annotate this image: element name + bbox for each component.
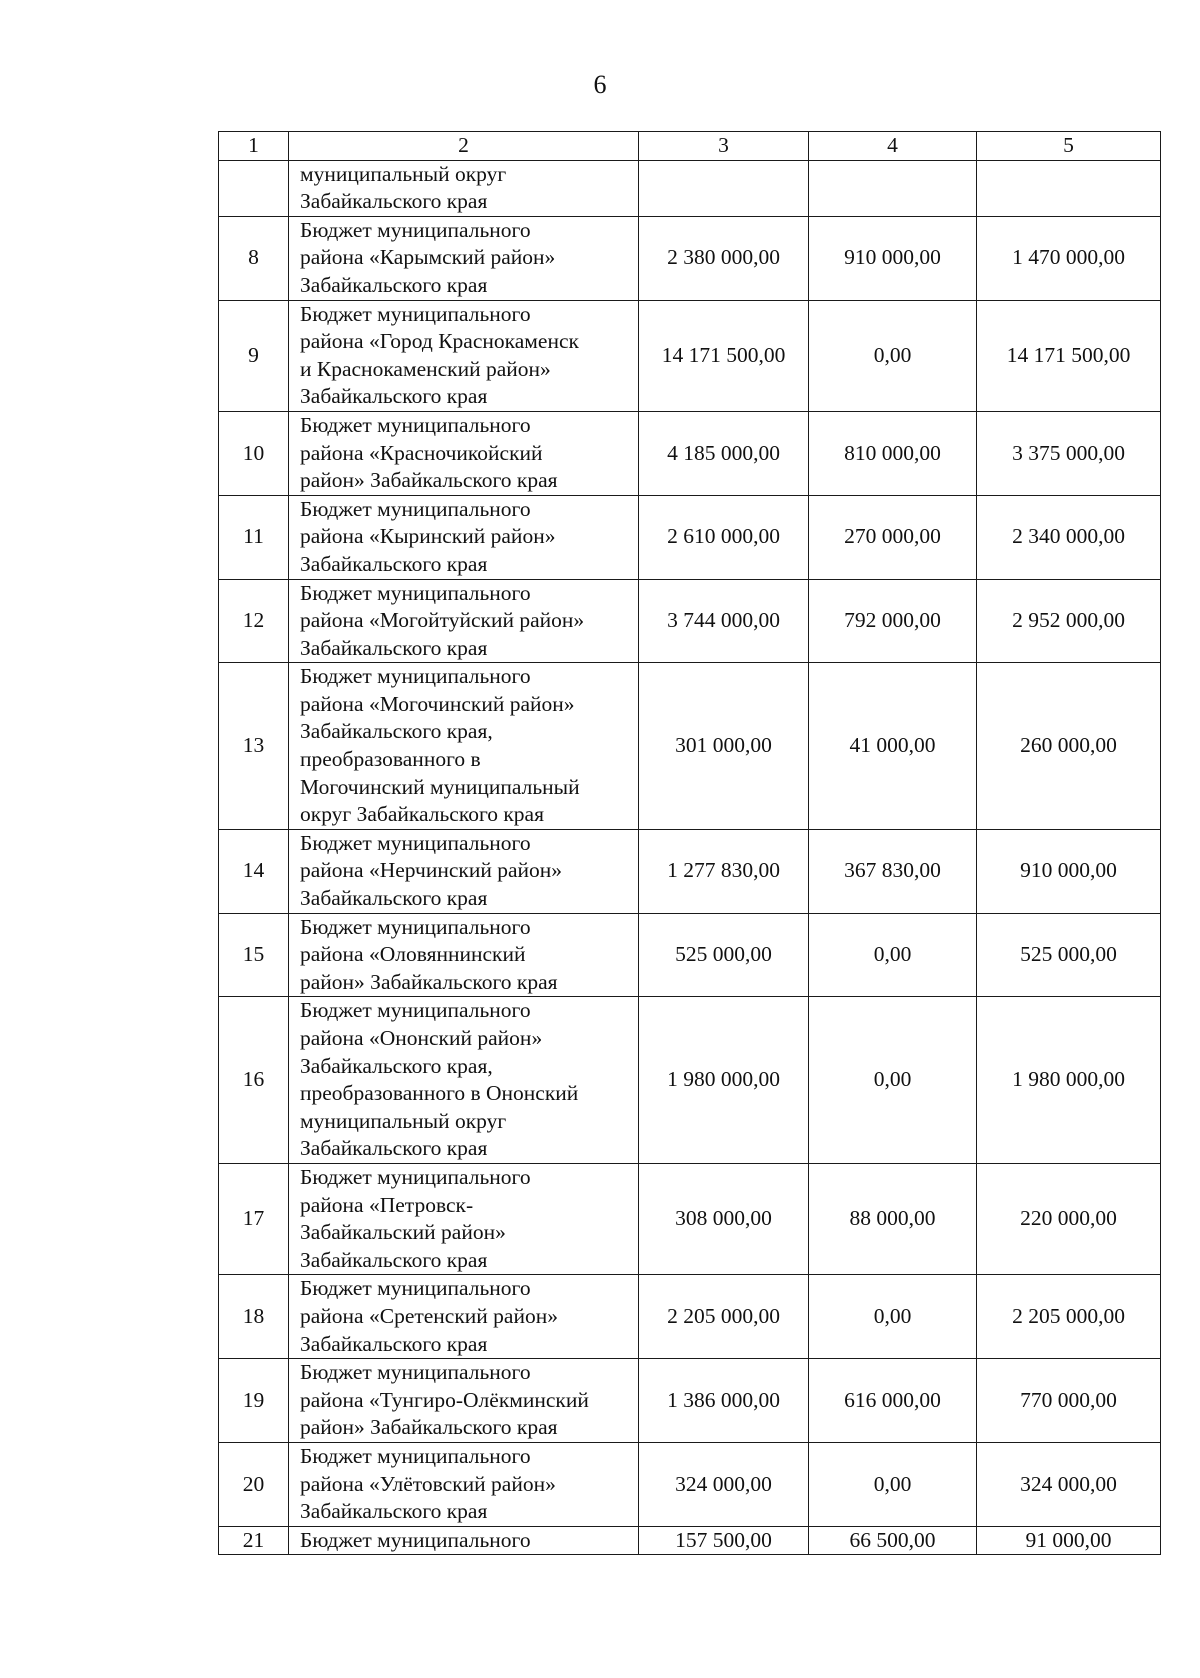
row-number: 11 bbox=[219, 495, 289, 579]
row-number bbox=[219, 160, 289, 216]
budget-name-cell bbox=[289, 1163, 639, 1274]
row-number: 15 bbox=[219, 913, 289, 997]
amount-col5-cell: 770 000,00 bbox=[977, 1359, 1161, 1443]
budget-name-line: района «Могочинский район» bbox=[300, 691, 575, 716]
row-number: 9 bbox=[219, 300, 289, 411]
row-number: 10 bbox=[219, 411, 289, 495]
column-header: 1 bbox=[219, 132, 289, 161]
budget-name-line: Бюджет муниципального bbox=[300, 1527, 531, 1552]
row-number: 18 bbox=[219, 1275, 289, 1359]
budget-name-line: и Краснокаменский район» bbox=[300, 356, 551, 381]
row-number: 20 bbox=[219, 1442, 289, 1526]
budget-name-line: района «Красночикойский bbox=[300, 440, 543, 465]
budget-name-line: района «Карымский район» bbox=[300, 245, 556, 270]
budget-name-line: Забайкальского края, bbox=[300, 1053, 493, 1078]
budget-name-cell bbox=[289, 997, 639, 1164]
amount-total-cell bbox=[639, 160, 809, 216]
amount-total-cell: 308 000,00 bbox=[639, 1163, 809, 1274]
amount-col5-cell: 220 000,00 bbox=[977, 1163, 1161, 1274]
budget-name-line: район» Забайкальского края bbox=[300, 969, 558, 994]
budget-name-cell bbox=[289, 495, 639, 579]
amount-col4-cell: 616 000,00 bbox=[809, 1359, 977, 1443]
budget-name-cell bbox=[289, 411, 639, 495]
table-row bbox=[219, 1275, 1161, 1359]
row-number: 13 bbox=[219, 663, 289, 830]
budget-name-line: района «Кыринский район» bbox=[300, 524, 556, 549]
budget-name-line: Забайкальского края bbox=[300, 272, 488, 297]
budget-name-line: район» Забайкальского края bbox=[300, 1415, 558, 1440]
amount-col5-cell: 324 000,00 bbox=[977, 1442, 1161, 1526]
amount-col5-cell: 3 375 000,00 bbox=[977, 411, 1161, 495]
amount-col4-cell: 0,00 bbox=[809, 1442, 977, 1526]
amount-col5-cell: 910 000,00 bbox=[977, 829, 1161, 913]
budget-table bbox=[218, 131, 1161, 1555]
budget-name-line: округ Забайкальского края bbox=[300, 802, 544, 827]
amount-total-cell: 1 386 000,00 bbox=[639, 1359, 809, 1443]
amount-col4-cell: 88 000,00 bbox=[809, 1163, 977, 1274]
row-number: 19 bbox=[219, 1359, 289, 1443]
table-row bbox=[219, 300, 1161, 411]
budget-name-line: района «Сретенский район» bbox=[300, 1303, 558, 1328]
budget-name-line: Бюджет муниципального bbox=[300, 830, 531, 855]
table-row bbox=[219, 216, 1161, 300]
amount-col4-cell: 810 000,00 bbox=[809, 411, 977, 495]
budget-name-line: Забайкальского края bbox=[300, 384, 488, 409]
table-row bbox=[219, 411, 1161, 495]
budget-name-line: Бюджет муниципального bbox=[300, 1164, 531, 1189]
amount-total-cell: 14 171 500,00 bbox=[639, 300, 809, 411]
budget-name-line: Могочинский муниципальный bbox=[300, 774, 580, 799]
table-row bbox=[219, 997, 1161, 1164]
budget-name-line: Бюджет муниципального bbox=[300, 1360, 531, 1385]
amount-total-cell: 2 380 000,00 bbox=[639, 216, 809, 300]
column-header: 5 bbox=[977, 132, 1161, 161]
budget-name-cell bbox=[289, 1275, 639, 1359]
budget-name-line: муниципальный округ bbox=[300, 1108, 507, 1133]
row-number: 17 bbox=[219, 1163, 289, 1274]
table-row bbox=[219, 829, 1161, 913]
budget-name-cell bbox=[289, 663, 639, 830]
amount-col5-cell: 1 980 000,00 bbox=[977, 997, 1161, 1164]
table-row bbox=[219, 1442, 1161, 1526]
row-number: 8 bbox=[219, 216, 289, 300]
amount-col5-cell: 260 000,00 bbox=[977, 663, 1161, 830]
budget-name-line: Забайкальского края, bbox=[300, 719, 493, 744]
amount-total-cell: 2 610 000,00 bbox=[639, 495, 809, 579]
budget-name-line: Забайкальский район» bbox=[300, 1220, 506, 1245]
budget-name-line: Забайкальского края bbox=[300, 1136, 488, 1161]
budget-name-line: Бюджет муниципального bbox=[300, 217, 531, 242]
amount-col4-cell: 792 000,00 bbox=[809, 579, 977, 663]
amount-total-cell: 157 500,00 bbox=[639, 1526, 809, 1555]
table-row bbox=[219, 1359, 1161, 1443]
amount-col4-cell: 0,00 bbox=[809, 913, 977, 997]
budget-name-line: преобразованного в bbox=[300, 747, 481, 772]
budget-name-line: район» Забайкальского края bbox=[300, 468, 558, 493]
budget-name-cell bbox=[289, 160, 639, 216]
amount-col4-cell: 66 500,00 bbox=[809, 1526, 977, 1555]
page-number: 6 bbox=[593, 70, 607, 99]
budget-name-line: Забайкальского края bbox=[300, 551, 488, 576]
budget-name-cell bbox=[289, 913, 639, 997]
amount-col4-cell: 0,00 bbox=[809, 997, 977, 1164]
amount-col5-cell: 14 171 500,00 bbox=[977, 300, 1161, 411]
amount-col4-cell: 910 000,00 bbox=[809, 216, 977, 300]
budget-name-cell bbox=[289, 1526, 639, 1555]
table-row bbox=[219, 1163, 1161, 1274]
amount-total-cell: 301 000,00 bbox=[639, 663, 809, 830]
amount-col4-cell: 41 000,00 bbox=[809, 663, 977, 830]
budget-name-line: Забайкальского края bbox=[300, 189, 488, 214]
budget-name-line: Бюджет муниципального bbox=[300, 998, 531, 1023]
amount-col4-cell bbox=[809, 160, 977, 216]
budget-name-line: Бюджет муниципального bbox=[300, 580, 531, 605]
amount-total-cell: 3 744 000,00 bbox=[639, 579, 809, 663]
amount-total-cell: 4 185 000,00 bbox=[639, 411, 809, 495]
budget-name-line: муниципальный округ bbox=[300, 161, 507, 186]
amount-col4-cell: 270 000,00 bbox=[809, 495, 977, 579]
budget-name-cell bbox=[289, 1442, 639, 1526]
budget-name-line: района «Нерчинский район» bbox=[300, 858, 563, 883]
budget-name-line: преобразованного в Ононский bbox=[300, 1081, 579, 1106]
row-number: 14 bbox=[219, 829, 289, 913]
budget-name-line: Забайкальского края bbox=[300, 886, 488, 911]
budget-name-line: Забайкальского края bbox=[300, 1331, 488, 1356]
amount-col4-cell: 367 830,00 bbox=[809, 829, 977, 913]
amount-total-cell: 1 277 830,00 bbox=[639, 829, 809, 913]
budget-name-line: Бюджет муниципального bbox=[300, 664, 531, 689]
amount-col5-cell: 1 470 000,00 bbox=[977, 216, 1161, 300]
table-row bbox=[219, 1526, 1161, 1555]
table-row bbox=[219, 663, 1161, 830]
table-row bbox=[219, 495, 1161, 579]
amount-total-cell: 525 000,00 bbox=[639, 913, 809, 997]
budget-name-cell bbox=[289, 1359, 639, 1443]
amount-col5-cell: 525 000,00 bbox=[977, 913, 1161, 997]
row-number: 16 bbox=[219, 997, 289, 1164]
amount-col4-cell: 0,00 bbox=[809, 300, 977, 411]
amount-total-cell: 2 205 000,00 bbox=[639, 1275, 809, 1359]
amount-total-cell: 1 980 000,00 bbox=[639, 997, 809, 1164]
row-number: 21 bbox=[219, 1526, 289, 1555]
column-header: 4 bbox=[809, 132, 977, 161]
budget-name-line: Бюджет муниципального bbox=[300, 914, 531, 939]
column-header: 3 bbox=[639, 132, 809, 161]
amount-col5-cell: 2 340 000,00 bbox=[977, 495, 1161, 579]
amount-col5-cell: 2 205 000,00 bbox=[977, 1275, 1161, 1359]
budget-name-line: района «Ононский район» bbox=[300, 1026, 543, 1050]
budget-name-line: Забайкальского края bbox=[300, 1247, 488, 1272]
budget-name-line: Бюджет муниципального bbox=[300, 301, 531, 326]
budget-name-line: района «Оловяннинский bbox=[300, 942, 526, 967]
budget-name-line: района «Тунгиро-Олёкминский bbox=[300, 1387, 589, 1412]
amount-col4-cell: 0,00 bbox=[809, 1275, 977, 1359]
amount-col5-cell bbox=[977, 160, 1161, 216]
budget-name-line: Бюджет муниципального bbox=[300, 412, 531, 437]
budget-name-line: района «Город Краснокаменск bbox=[300, 329, 579, 354]
budget-name-line: района «Улётовский район» bbox=[300, 1471, 556, 1496]
table-row bbox=[219, 160, 1161, 216]
table-header-row bbox=[219, 132, 1161, 161]
column-header: 2 bbox=[289, 132, 639, 161]
amount-col5-cell: 91 000,00 bbox=[977, 1526, 1161, 1555]
budget-name-line: Бюджет муниципального bbox=[300, 1276, 531, 1301]
amount-col5-cell: 2 952 000,00 bbox=[977, 579, 1161, 663]
budget-name-line: Забайкальского края bbox=[300, 635, 488, 660]
budget-name-line: Бюджет муниципального bbox=[300, 496, 531, 521]
table-row bbox=[219, 579, 1161, 663]
row-number: 12 bbox=[219, 579, 289, 663]
budget-name-cell bbox=[289, 216, 639, 300]
budget-name-line: Бюджет муниципального bbox=[300, 1443, 531, 1468]
budget-name-cell bbox=[289, 829, 639, 913]
budget-name-line: района «Могойтуйский район» bbox=[300, 608, 585, 633]
table-row bbox=[219, 913, 1161, 997]
budget-name-line: района «Петровск- bbox=[300, 1192, 474, 1217]
amount-total-cell: 324 000,00 bbox=[639, 1442, 809, 1526]
budget-name-cell bbox=[289, 300, 639, 411]
budget-name-line: Забайкальского края bbox=[300, 1499, 488, 1524]
budget-name-cell bbox=[289, 579, 639, 663]
